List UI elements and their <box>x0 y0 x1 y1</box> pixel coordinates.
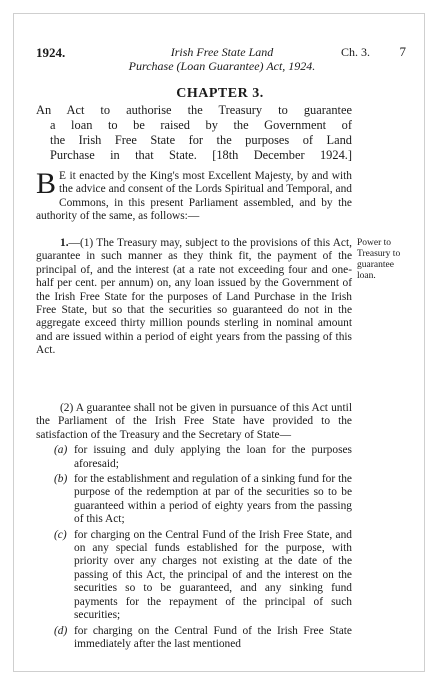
paragraph-label: (a) <box>54 444 68 457</box>
long-title <box>36 103 352 163</box>
chapter-heading: CHAPTER 3. <box>176 86 264 101</box>
paragraph-label: (d) <box>54 624 68 637</box>
paragraph-text: for charging on the Central Fund of the Irish Free State immediately after the last mentioned <box>74 624 352 650</box>
header-chapter-ref: Ch. 3. <box>341 45 371 59</box>
header-title <box>122 45 322 73</box>
long-title-line: a loan to be raised by the Government of <box>50 118 352 132</box>
page-number: 7 <box>399 44 406 59</box>
enacting-text: E it enacted by the King's most Excellent Majesty, by and with the advice and consent of the Lords Spiritual and Temporal, and Commons, in this present Parliament assembled, and by the authority of the same, as follows:— <box>36 170 352 223</box>
paragraph-b <box>36 473 352 527</box>
long-title-line: Purchase in that State. [18th December 1924.] <box>50 148 352 162</box>
paragraph-d <box>36 625 352 652</box>
enacting-formula <box>36 167 352 224</box>
header-title-line1: Irish Free State Land <box>170 45 274 59</box>
paragraph-c <box>36 529 352 623</box>
paragraph-label: (b) <box>54 473 68 486</box>
long-title-line: An Act to authorise the Treasury to guarantee <box>36 103 352 117</box>
drop-cap: B <box>36 167 57 200</box>
subsection-2-intro: (2) A guarantee shall not be given in pursuance of this Act until the Parliament of the Irish Free State have provided to the satisfaction of the Treasury and the Secretary of State— <box>36 402 352 441</box>
paragraph-text: for charging on the Central Fund of the Irish Free State, and on any special funds established for the purpose, with priority over any charges not existing at the date of the passing of this Act, the principal of and the interest on the securities so to be guaranteed, and any sinking fund payments for the repayment of the principal of such securities; <box>74 528 352 622</box>
section-1 <box>36 237 352 358</box>
paragraph-text: for the establishment and regulation of a sinking fund for the purpose of the redemption at par of the securities so to be guaranteed within a period of eighty years from the passing of this Act; <box>74 473 352 526</box>
marginal-note: Power to Treasury to guarantee loan. <box>357 238 401 281</box>
header-year: 1924. <box>36 45 66 60</box>
paragraph-a <box>36 444 352 471</box>
paragraph-label: (c) <box>54 528 67 541</box>
section-number: 1. <box>60 237 69 249</box>
section-1-subsection-2 <box>36 402 352 652</box>
header-title-line2: Purchase (Loan Guarantee) Act, 1924. <box>128 59 316 73</box>
long-title-line: the Irish Free State for the purposes of Land <box>50 133 352 147</box>
paragraph-text: for issuing and duly applying the loan for the purposes aforesaid; <box>74 444 352 470</box>
subsection-1-text: —(1) The Treasury may, subject to the provisions of this Act, guarantee in such manner as they think fit, the payment of the principal of, and the interest (at a rate not exceeding four and one-half per cent. per annum) on, any loan issued by the Government of the Irish Free State for the purposes of Land Purchase in the Irish Free State, but so that the securities so guaranteed do not in the aggregate exceed thirty million pounds sterling in nominal amount and are issued within a period of eight years from the passing of this Act. <box>36 237 352 357</box>
section-1-subsection-1 <box>36 237 352 358</box>
